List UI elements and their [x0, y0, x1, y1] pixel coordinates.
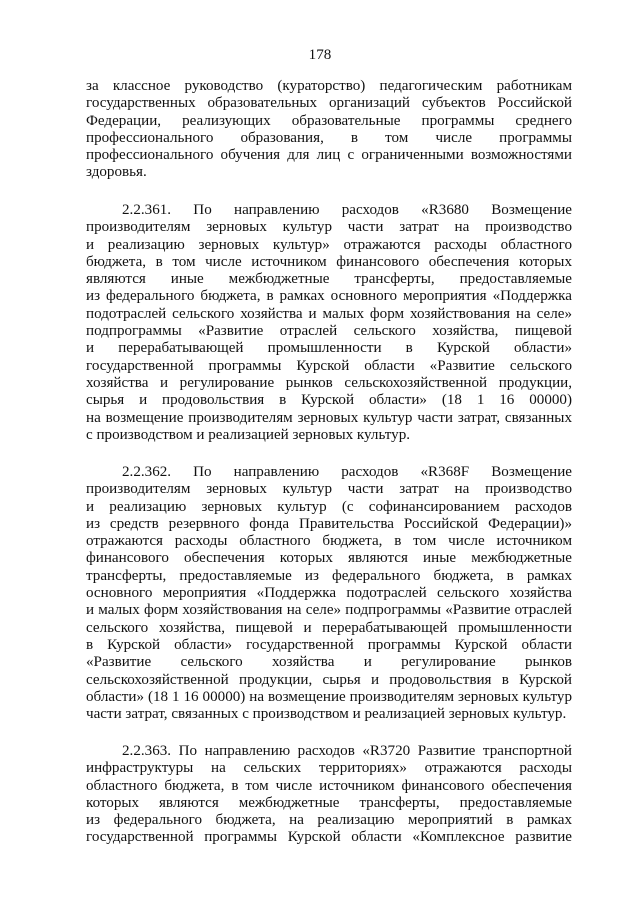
text-line: на возмещение производителям зерновых культур части затрат, связанных [86, 409, 572, 426]
text-line: производителям зерновых культур части затрат на производство [86, 219, 572, 236]
text-line: которых являются межбюджетные трансферты, предоставляемые [86, 794, 572, 811]
page-number: 178 [308, 47, 332, 63]
text-line: трансферты, предоставляемые из федерального бюджета, в рамках [86, 567, 572, 584]
text-line: бюджета, в том числе источником финансового обеспечения которых [86, 253, 572, 270]
text-line: отражаются расходы областного бюджета, в том числе источником [86, 533, 572, 550]
text-line: финансового обеспечения которых являются иные межбюджетные [86, 550, 572, 567]
text-line: из средств резервного фонда Правительства Российской Федерации)» [86, 515, 572, 532]
text-line: Федерации, реализующих образовательные программы среднего [86, 112, 572, 129]
text-line: части затрат, связанных с производством и реализацией зерновых культур. [86, 706, 567, 723]
text-line: производителям зерновых культур части затрат на производство [86, 481, 572, 498]
text-line: и реализацию зерновых культур (с софинансированием расходов [86, 498, 572, 515]
text-line: и реализацию зерновых культур» отражаются расходы областного [86, 236, 572, 253]
text-line: профессионального образования, в том числе программы [86, 129, 572, 146]
text-line: из федерального бюджета, в рамках основного мероприятия «Поддержка [86, 288, 572, 305]
paragraph-2-2-362 [86, 464, 572, 723]
text-line: за классное руководство (кураторство) педагогическим работникам [86, 78, 572, 94]
text-line: основного мероприятия «Поддержка подотраслей сельского хозяйства [86, 585, 572, 602]
text-line: здоровья. [86, 164, 147, 181]
text-line: 2.2.362. По направлению расходов «R368F Возмещение [122, 464, 572, 480]
text-line: сырья и продовольствия в Курской области» (18 1 16 00000) [86, 392, 572, 409]
paragraph-2-2-361 [86, 202, 572, 444]
paragraph-continuation [86, 78, 572, 182]
text-line: хозяйства и регулирование рынков сельскохозяйственной продукции, [86, 374, 572, 391]
text-line: «Развитие сельского хозяйства и регулирование рынков [86, 654, 572, 671]
text-line: 2.2.363. По направлению расходов «R3720 Развитие транспортной [122, 743, 572, 759]
text-line: являются иные межбюджетные трансферты, предоставляемые [86, 271, 572, 288]
text-line: сельскохозяйственной продукции, сырья и продовольствия в Курской [86, 671, 572, 688]
text-line: области» (18 1 16 00000) на возмещение производителям зерновых культур [86, 688, 572, 705]
text-line: государственной программы Курской области «Комплексное развитие [86, 829, 572, 846]
text-line: в Курской области» государственной программы Курской области [86, 636, 572, 653]
text-line: с производством и реализацией зерновых культур. [86, 426, 411, 443]
text-line: областного бюджета, в том числе источником финансового обеспечения [86, 777, 572, 794]
text-line: инфраструктуры на сельских территориях» отражаются расходы [86, 760, 572, 777]
text-line: профессионального обучения для лиц с ограниченными возможностями [86, 147, 572, 164]
text-line: сельского хозяйства, пищевой и перерабатывающей промышленности [86, 619, 572, 636]
text-line: 2.2.361. По направлению расходов «R3680 Возмещение [122, 202, 572, 218]
text-line: государственной программы Курской области «Развитие сельского [86, 357, 572, 374]
text-line: из федерального бюджета, на реализацию мероприятий в рамках [86, 812, 572, 829]
text-line: подотраслей сельского хозяйства и малых форм хозяйствования на селе» [86, 305, 572, 322]
text-line: государственных образовательных организаций субъектов Российской [86, 95, 572, 112]
paragraph-2-2-363 [86, 743, 572, 847]
text-line: и перерабатывающей промышленности в Курской области» [86, 340, 572, 357]
text-line: и малых форм хозяйствования на селе» подпрограммы «Развитие отраслей [86, 602, 572, 619]
text-line: подпрограммы «Развитие отраслей сельского хозяйства, пищевой [86, 323, 572, 340]
